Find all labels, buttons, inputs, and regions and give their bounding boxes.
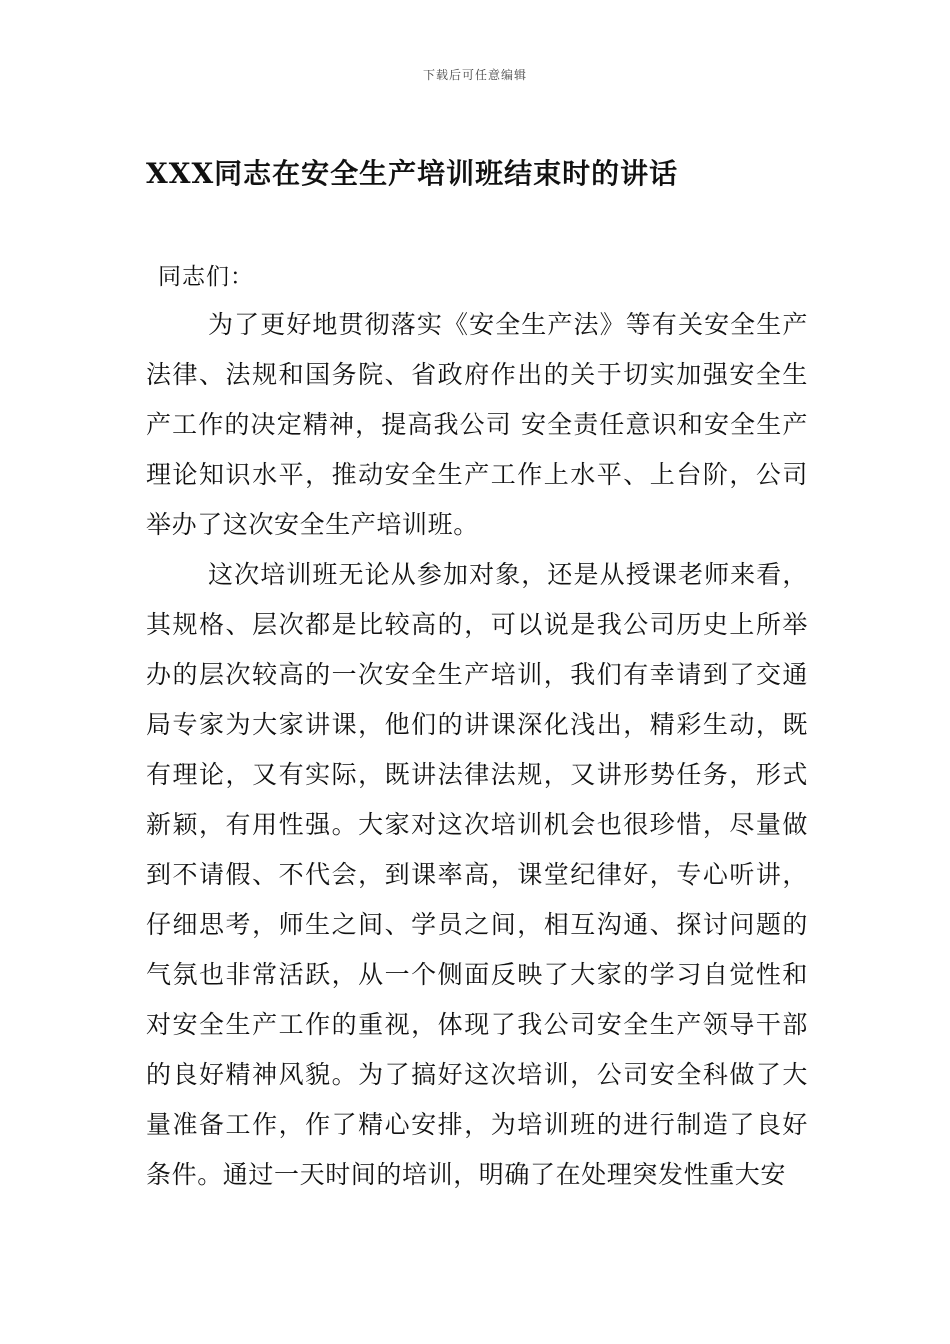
header-note: 下载后可任意编辑 <box>422 68 527 82</box>
salutation: 同志们： <box>158 264 254 290</box>
paragraph-2: 这次培训班无论从参加对象，还是从授课老师来看，其规格、层次都是比较高的，可以说是我公司历史上所举办的层次较高的一次安全生产培训，我们有幸请到了交通局专家为大家讲课，他们的讲课深化浅出，精彩生动，既有理论，又有实际，既讲法律法规，又讲形势任务，形式新颖，有用性强。大家对这次培训机会也很珍惜，尽量做到不请假、不代会，到课率高，课堂纪律好，专心听讲，仔细思考，师生之间、学员之间，相互沟通、探讨问题的气氛也非常活跃，从一个侧面反映了大家的学习自觉性和对安全生产工作的重视，体现了我公司安全生产领导干部的良好精神风貌。为了搞好这次培训，公司安全科做了大量准备工作，作了精心安排，为培训班的进行制造了良好条件。通过一天时间的培训，明确了在处理突发性重大安 <box>146 560 808 1189</box>
document-title: XXX同志在安全生产培训班结束时的讲话 <box>146 157 679 190</box>
paragraph-1: 为了更好地贯彻落实《安全生产法》等有关安全生产法律、法规和国务院、省政府作出的关于切实加强安全生产工作的决定精神，提高我公司 安全责任意识和安全生产理论知识水平，推动安全生产工作上水平、上台阶，公司举办了这次安全生产培训班。 <box>146 310 808 539</box>
